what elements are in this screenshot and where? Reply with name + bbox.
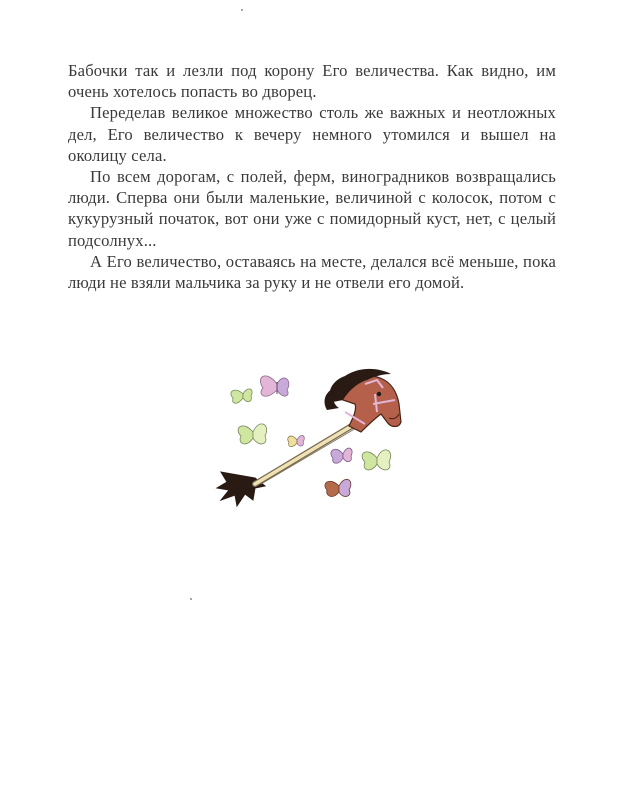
hobby-horse-with-butterflies-icon: [215, 360, 410, 515]
butterfly-icon: [238, 424, 267, 444]
print-speck: [190, 598, 192, 600]
print-speck: [241, 9, 243, 11]
paragraph: Бабочки так и лезли под корону Его величества. Как видно, им очень хотелось попасть во дворец.: [68, 61, 556, 102]
butterfly-icon: [260, 376, 288, 396]
paragraph: По всем дорогам, с полей, ферм, виноградников возвращались люди. Сперва они были маленькие, величиной с колосок, потом с кукурузный початок, вот они уже с помидорный куст, нет, с целый подсолнух...: [68, 167, 556, 250]
story-text: [68, 60, 556, 293]
butterfly-icon: [325, 479, 351, 496]
paragraph: Переделав великое множество столь же важных и неотложных дел, Его величество к вечеру немного утомился и вышел на околицу села.: [68, 103, 556, 165]
butterfly-icon: [288, 436, 305, 447]
butterfly-icon: [362, 450, 391, 470]
horse-head-icon: [325, 369, 401, 432]
butterfly-icon: [331, 448, 352, 463]
broom-tail-icon: [217, 472, 265, 506]
butterfly-icon: [231, 389, 252, 403]
paragraph: А Его величество, оставаясь на месте, делался всё меньше, пока люди не взяли мальчика за руку и не отвели его домой.: [68, 251, 556, 293]
